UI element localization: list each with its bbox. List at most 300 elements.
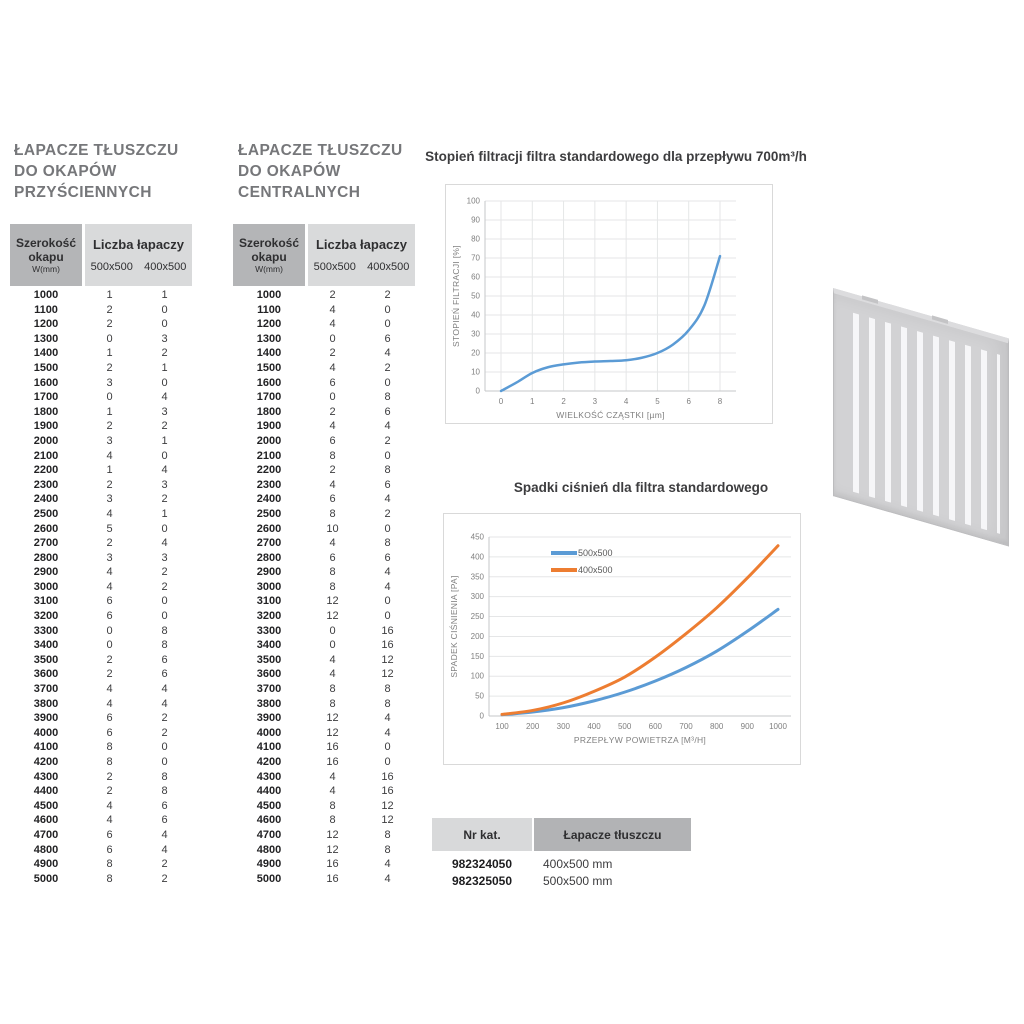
table-cell: 3700 [33,683,59,696]
table-cell: 16 [381,624,394,637]
table-row [233,609,415,624]
table-cell: 4 [106,814,113,827]
table-cell: 5000 [256,872,282,885]
table-cell: 2 [161,580,168,593]
catalog-row [432,855,691,872]
header-text: W(mm) [32,263,60,274]
table-cell: 2800 [33,551,59,564]
table-cell: 4 [106,697,113,710]
header-text: Szerokość [238,235,300,250]
table-row [233,376,415,391]
table-row [233,594,415,609]
section-title-line: PRZYŚCIENNYCH [14,184,152,201]
svg-text:0: 0 [498,397,504,406]
table-cell: 4 [384,566,391,579]
section-title-line: ŁAPACZE TŁUSZCZU [238,142,403,159]
svg-text:0: 0 [475,386,480,396]
table-cell: 1700 [256,391,282,404]
table-cell: 0 [329,639,336,652]
svg-text:500x500: 500x500 [578,548,613,558]
table-row [233,726,415,741]
table-cell: 4300 [256,770,282,783]
table-cell: 0 [384,595,391,608]
table-cell: 2 [161,712,168,725]
table-cell: 1000 [256,289,282,301]
catalog-size: 500x500 mm [543,873,613,888]
table-row [233,346,415,361]
table-cell: 2500 [256,507,282,520]
filter-clip-tab [862,295,878,304]
baffle-grease-filter-image [833,288,1009,546]
table-cell: 3300 [256,624,282,637]
table-cell: 16 [326,741,339,754]
table-cell: 8 [329,814,336,827]
table-cell: 8 [161,785,168,798]
table-cell: 8 [329,580,336,593]
svg-text:450: 450 [470,532,484,542]
table-cell: 1800 [33,405,59,418]
catalog-header [432,818,691,851]
table-cell: 4100 [256,741,282,754]
table-cell: 0 [161,376,168,389]
table-cell: 2 [106,668,113,681]
table-cell: 0 [106,332,113,345]
table-cell: 3800 [256,697,282,710]
chart-svg [444,514,800,764]
central-hoods-table [233,224,415,886]
table-cell: 1600 [33,376,59,389]
subheader-500x500: 500x500 [90,261,133,274]
table-cell: 2 [106,318,113,331]
table-cell: 2200 [33,464,59,477]
table-cell: 8 [329,799,336,812]
table-cell: 4 [329,770,336,783]
table-cell: 1200 [33,318,59,331]
table-cell: 6 [106,610,113,623]
pressure-drop-chart [443,513,801,765]
table-cell: 16 [326,858,339,871]
table-cell: 8 [161,624,168,637]
table-cell: 12 [326,726,339,739]
table-cell: 4 [329,361,336,374]
table-cell: 1100 [257,303,281,316]
table-row [233,667,415,682]
section-title-line: CENTRALNYCH [238,184,361,201]
table-row [233,682,415,697]
table-row [10,361,192,376]
table-cell: 16 [381,785,394,798]
table-cell: 1 [106,405,113,418]
table-row [10,740,192,755]
table-cell: 2100 [33,449,59,462]
svg-text:6: 6 [686,397,691,406]
header-group-label: Liczba łapaczy [315,236,408,252]
table-cell: 1 [161,507,168,520]
table-cell: 2500 [33,507,59,520]
table-cell: 3 [161,551,168,564]
table-row [10,843,192,858]
table-cell: 1500 [256,361,282,374]
table-row [233,755,415,770]
filter-baffle-slots [843,310,1000,534]
table-cell: 4 [384,726,391,739]
table-row [10,697,192,712]
table-row [10,317,192,332]
table-cell: 6 [384,332,391,345]
table-cell: 4 [161,828,168,841]
table-cell: 2 [384,361,391,374]
svg-text:400: 400 [470,552,484,562]
table-cell: 1 [106,464,113,477]
svg-text:250: 250 [470,612,484,622]
table-row [10,478,192,493]
table-cell: 2600 [33,522,59,535]
header-catcher-count [85,224,192,286]
table-row [10,872,192,887]
table-cell: 4 [106,507,113,520]
table-row [10,828,192,843]
table-cell: 3000 [256,580,282,593]
header-text: okapu [251,249,287,264]
table-row [10,376,192,391]
svg-text:1000: 1000 [769,722,787,731]
table-cell: 2 [161,566,168,579]
table-row [10,653,192,668]
table-cell: 4 [329,785,336,798]
table-cell: 2 [106,478,113,491]
table-cell: 2900 [256,566,282,579]
table-cell: 2 [384,434,391,447]
table-cell: 0 [384,376,391,389]
table-cell: 3300 [33,624,59,637]
table-row [10,609,192,624]
svg-text:700: 700 [679,722,693,731]
table-cell: 4500 [256,799,282,812]
table-cell: 8 [329,507,336,520]
table-cell: 4000 [256,726,282,739]
table-row [10,799,192,814]
svg-text:150: 150 [470,651,484,661]
header-hood-width [233,224,305,286]
table-cell: 12 [381,668,394,681]
table-row [233,492,415,507]
table-cell: 3 [161,405,168,418]
table-cell: 2 [106,537,113,550]
table-row [10,419,192,434]
table-row [233,813,415,828]
table-cell: 3200 [33,610,59,623]
table-cell: 4700 [33,828,59,841]
table-row [10,405,192,420]
svg-text:SPADEK CIŚNIENIA [PA]: SPADEK CIŚNIENIA [PA] [449,575,459,678]
table-cell: 1400 [33,347,59,360]
table-cell: 2000 [33,434,59,447]
svg-text:STOPIEŃ FILTRACJI [%]: STOPIEŃ FILTRACJI [%] [451,245,461,347]
table-row [10,507,192,522]
central-hoods-data [233,288,415,886]
table-row [10,770,192,785]
svg-text:50: 50 [475,691,484,701]
table-cell: 6 [384,551,391,564]
header-text: W(mm) [255,263,283,274]
table-row [233,653,415,668]
svg-text:10: 10 [471,367,480,377]
table-row [10,565,192,580]
table-row [10,463,192,478]
table-cell: 0 [161,741,168,754]
table-cell: 1 [161,361,168,374]
table-cell: 12 [381,814,394,827]
table-cell: 1300 [256,332,282,345]
table-cell: 6 [106,726,113,739]
table-cell: 0 [161,522,168,535]
table-cell: 2 [161,872,168,885]
table-row [10,536,192,551]
table-cell: 4200 [256,756,282,768]
table-cell: 8 [161,639,168,652]
svg-text:70: 70 [471,253,480,263]
table-cell: 3 [106,434,113,447]
table-row [10,726,192,741]
table-cell: 1600 [256,376,282,389]
svg-text:90: 90 [471,215,480,225]
table-cell: 8 [384,828,391,841]
table-cell: 2 [106,361,113,374]
table-cell: 4 [384,712,391,725]
table-cell: 2 [161,347,168,360]
table-row [10,332,192,347]
table-cell: 8 [106,858,113,871]
filter-clip-tab [932,315,948,324]
table-cell: 4 [384,493,391,506]
table-row [10,346,192,361]
table-cell: 12 [381,653,394,666]
svg-text:2: 2 [561,397,566,406]
table-row [10,303,192,318]
table-row [233,405,415,420]
table-row [10,784,192,799]
table-row [233,449,415,464]
table-cell: 4400 [33,785,59,798]
catalog-number: 982325050 [451,873,513,888]
header-text: okapu [28,249,64,264]
table-row [233,507,415,522]
table-row [233,536,415,551]
table-cell: 4 [161,391,168,404]
svg-text:PRZEPŁYW POWIETRZA [M³/H]: PRZEPŁYW POWIETRZA [M³/H] [573,735,707,745]
table-cell: 2 [384,289,391,301]
table-cell: 4 [329,303,336,316]
svg-text:0: 0 [479,711,484,721]
table-cell: 12 [326,712,339,725]
table-cell: 4 [384,858,391,871]
table-cell: 16 [381,639,394,652]
table-cell: 2 [329,289,336,301]
table-row [233,843,415,858]
table-cell: 0 [161,610,168,623]
table-cell: 6 [384,478,391,491]
table-row [233,828,415,843]
table-cell: 1700 [33,391,59,404]
table-cell: 12 [326,595,339,608]
table-cell: 8 [106,756,113,768]
table-cell: 1 [161,434,168,447]
table-cell: 6 [161,799,168,812]
svg-text:400: 400 [587,722,601,731]
table-header [10,224,192,286]
table-cell: 3900 [256,712,282,725]
svg-text:200: 200 [470,631,484,641]
svg-text:300: 300 [556,722,571,731]
svg-text:800: 800 [709,722,724,731]
table-row [10,390,192,405]
table-cell: 1200 [256,318,282,331]
table-cell: 6 [329,493,336,506]
table-cell: 3 [106,376,113,389]
table-row [10,594,192,609]
section-title-wall [14,140,179,203]
table-cell: 2200 [256,464,282,477]
table-row [233,799,415,814]
svg-text:100: 100 [470,671,484,681]
table-cell: 8 [161,770,168,783]
table-row [10,667,192,682]
table-cell: 1500 [33,361,59,374]
svg-text:20: 20 [471,348,480,358]
table-cell: 8 [384,464,391,477]
table-row [233,390,415,405]
table-cell: 0 [384,522,391,535]
table-cell: 6 [106,712,113,725]
table-row [10,522,192,537]
wall-hoods-table [10,224,192,886]
table-cell: 2 [106,770,113,783]
table-cell: 2300 [33,478,59,491]
table-cell: 1300 [33,332,59,345]
subheader-500x500: 500x500 [313,261,356,274]
table-cell: 3600 [256,668,282,681]
table-cell: 4 [384,347,391,360]
table-cell: 3 [106,493,113,506]
table-cell: 3900 [33,712,59,725]
svg-text:60: 60 [471,272,480,282]
table-cell: 6 [329,551,336,564]
table-cell: 2800 [256,551,282,564]
table-cell: 3 [106,551,113,564]
table-row [233,361,415,376]
table-cell: 10 [326,522,339,535]
table-cell: 3600 [33,668,59,681]
table-cell: 3200 [256,610,282,623]
table-row [10,624,192,639]
svg-text:WIELKOŚĆ CZĄSTKI [µm]: WIELKOŚĆ CZĄSTKI [µm] [556,410,665,420]
table-row [233,770,415,785]
table-row [10,580,192,595]
svg-text:3: 3 [592,397,598,406]
table-cell: 2 [106,653,113,666]
table-cell: 2 [161,858,168,871]
catalog-size: 400x500 mm [543,856,613,871]
table-cell: 4500 [33,799,59,812]
table-row [233,740,415,755]
table-cell: 2100 [256,449,282,462]
header-subcolumns [308,261,415,273]
table-cell: 2000 [256,434,282,447]
table-row [233,551,415,566]
table-cell: 6 [329,434,336,447]
header-group-label: Liczba łapaczy [92,236,185,252]
table-cell: 12 [326,843,339,856]
table-row [233,522,415,537]
table-cell: 1 [106,347,113,360]
table-cell: 4600 [33,814,59,827]
table-cell: 1 [161,289,168,301]
svg-text:900: 900 [740,722,755,731]
table-cell: 8 [384,391,391,404]
table-cell: 4 [161,697,168,710]
svg-text:350: 350 [470,572,484,582]
catalog-header-product: Łapacze tłuszczu [534,818,691,851]
table-cell: 3100 [256,595,282,608]
svg-text:300: 300 [470,592,484,602]
table-cell: 3500 [33,653,59,666]
catalog-rows [432,855,691,889]
table-row [233,317,415,332]
svg-text:1: 1 [530,397,535,406]
table-cell: 3 [161,478,168,491]
table-row [233,434,415,449]
table-cell: 4 [106,580,113,593]
table-cell: 4300 [33,770,59,783]
table-row [233,332,415,347]
table-cell: 0 [161,449,168,462]
table-cell: 1800 [256,405,282,418]
table-cell: 0 [384,318,391,331]
table-cell: 3400 [33,639,59,652]
table-cell: 0 [329,332,336,345]
table-cell: 8 [329,683,336,696]
table-cell: 4 [106,566,113,579]
table-cell: 4 [106,799,113,812]
svg-text:600: 600 [648,722,663,731]
table-cell: 2 [384,507,391,520]
table-cell: 8 [384,683,391,696]
svg-text:50: 50 [471,291,480,301]
table-cell: 4 [384,580,391,593]
table-cell: 16 [326,756,339,768]
header-hood-width [10,224,82,286]
table-cell: 0 [384,756,391,768]
table-row [233,463,415,478]
table-cell: 4 [161,843,168,856]
subheader-400x500: 400x500 [144,261,187,274]
table-cell: 2300 [256,478,282,491]
table-row [10,288,192,303]
table-cell: 12 [381,799,394,812]
table-row [233,872,415,887]
filtration-chart [445,184,773,424]
table-cell: 1000 [33,289,59,301]
table-cell: 0 [329,391,336,404]
table-cell: 8 [384,843,391,856]
svg-text:100: 100 [495,722,509,731]
chart-title-filtration: Stopień filtracji filtra standardowego dla przepływu 700m³/h [425,149,807,164]
table-cell: 4900 [33,858,59,871]
table-cell: 3400 [256,639,282,652]
table-cell: 0 [106,624,113,637]
table-cell: 2600 [256,522,282,535]
table-cell: 4900 [256,858,282,871]
